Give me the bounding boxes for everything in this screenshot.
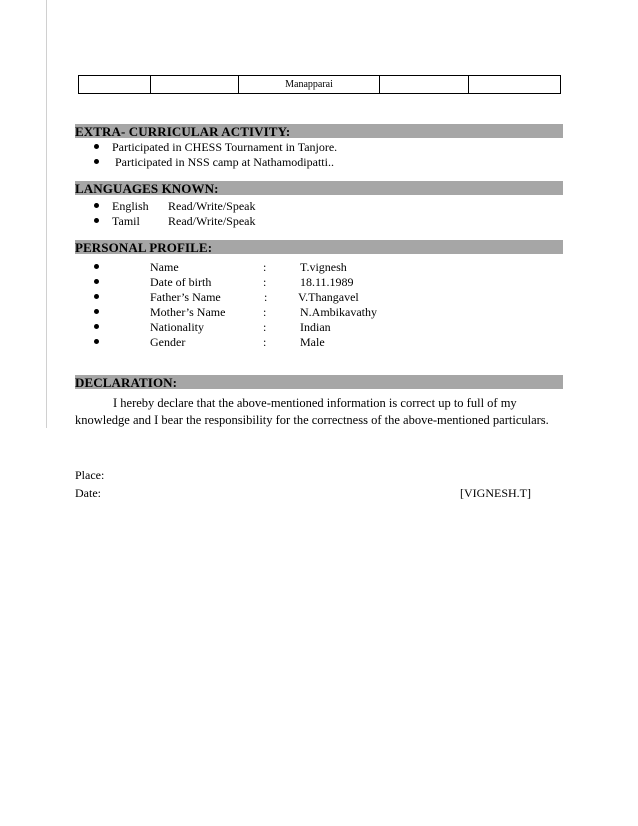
profile-value: Male [300, 335, 325, 349]
profile-value: T.vignesh [300, 260, 347, 274]
list-item: Participated in NSS camp at Nathamodipatti.. [112, 155, 334, 169]
profile-label: Nationality [150, 320, 204, 334]
profile-label: Mother’s Name [150, 305, 226, 319]
language-name: Tamil [112, 214, 140, 228]
profile-label: Gender [150, 335, 186, 349]
declaration-line: knowledge and I bear the responsibility for the correctness of the above-mentioned particulars. [75, 413, 549, 427]
table-cell [380, 76, 469, 94]
signature-name: [VIGNESH.T] [460, 486, 531, 500]
bullet-icon [94, 294, 99, 299]
profile-label: Name [150, 260, 179, 274]
profile-separator: : [263, 320, 267, 334]
profile-value: N.Ambikavathy [300, 305, 377, 319]
profile-label: Date of birth [150, 275, 212, 289]
page-margin-line [46, 0, 47, 428]
profile-separator: : [263, 260, 267, 274]
address-table [78, 75, 561, 94]
table-cell [469, 76, 561, 94]
declaration-line: I hereby declare that the above-mentioned information is correct up to full of my [113, 396, 517, 410]
section-heading-profile: PERSONAL PROFILE: [75, 240, 563, 254]
profile-value: 18.11.1989 [300, 275, 354, 289]
bullet-icon [94, 339, 99, 344]
profile-label: Father’s Name [150, 290, 221, 304]
bullet-icon [94, 309, 99, 314]
table-cell: Manapparai [239, 76, 380, 94]
bullet-icon [94, 159, 99, 164]
language-name: English [112, 199, 149, 213]
language-level: Read/Write/Speak [168, 214, 256, 228]
profile-value: V.Thangavel [298, 290, 359, 304]
list-item: Participated in CHESS Tournament in Tanjore. [112, 140, 338, 154]
profile-separator: : [263, 335, 267, 349]
table-cell [151, 76, 239, 94]
section-heading-languages: LANGUAGES KNOWN: [75, 181, 563, 195]
date-label: Date: [75, 486, 101, 500]
language-level: Read/Write/Speak [168, 199, 256, 213]
bullet-icon [94, 324, 99, 329]
bullet-icon [94, 218, 99, 223]
place-label: Place: [75, 468, 105, 482]
bullet-icon [94, 264, 99, 269]
table-cell [79, 76, 151, 94]
profile-value: Indian [300, 320, 331, 334]
bullet-icon [94, 144, 99, 149]
profile-separator: : [263, 305, 267, 319]
profile-separator: : [264, 290, 268, 304]
bullet-icon [94, 203, 99, 208]
table-row [79, 76, 561, 94]
profile-separator: : [263, 275, 267, 289]
bullet-icon [94, 279, 99, 284]
section-heading-declaration: DECLARATION: [75, 375, 563, 389]
section-heading-extra: EXTRA- CURRICULAR ACTIVITY: [75, 124, 563, 138]
